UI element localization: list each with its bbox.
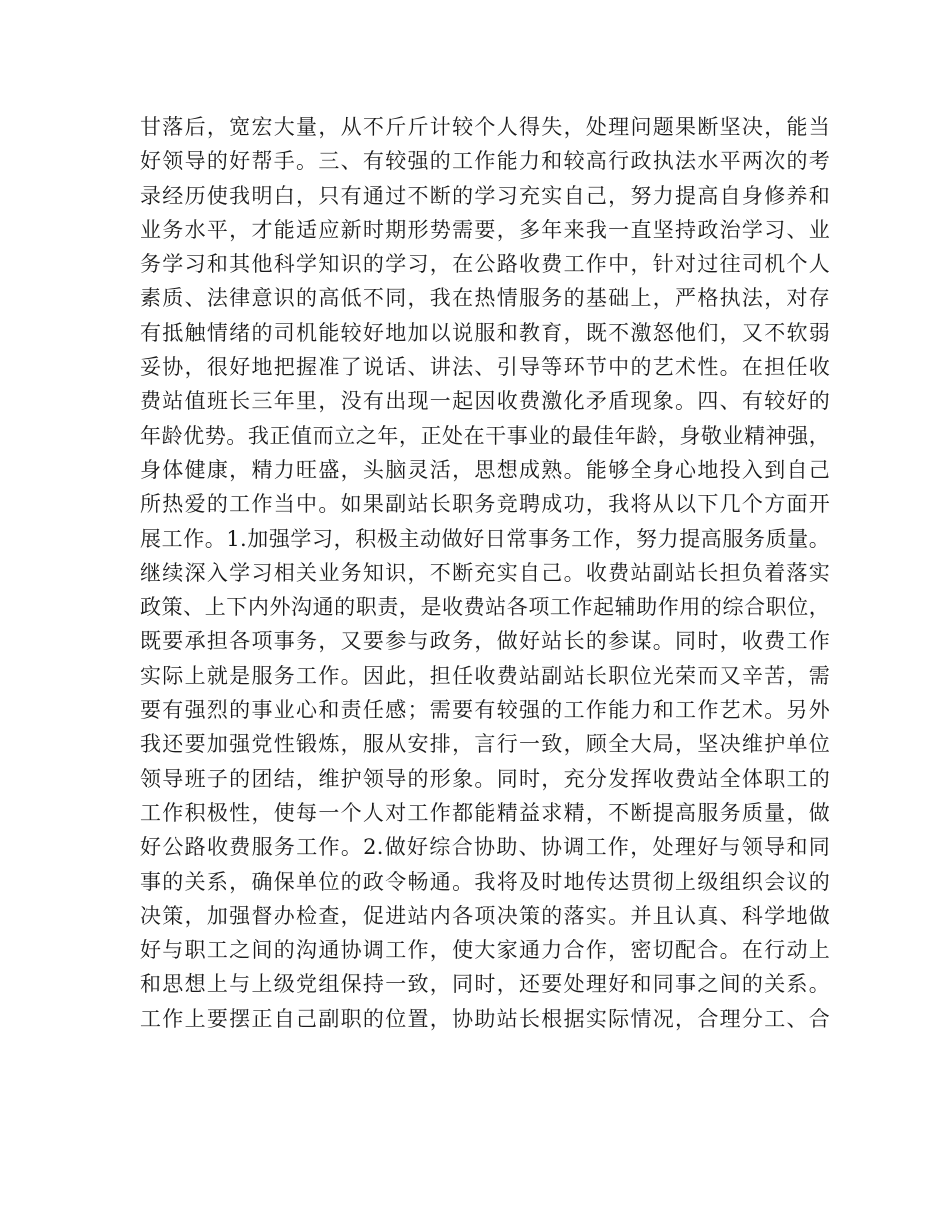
text-line: 甘落后，宽宏大量，从不斤斤计较个人得失，处理问题果断坚决，能当: [140, 115, 830, 139]
text-line: 和思想上与上级党组保持一致，同时，还要处理好和同事之间的关系。: [140, 972, 830, 997]
text-line: 继续深入学习相关业务知识，不断充实自己。收费站副站长担负着落实: [140, 560, 830, 585]
text-line: 我还要加强党性锻炼，服从安排，言行一致，顾全大局，坚决维护单位: [140, 732, 830, 757]
text-line: 妥协，很好地把握准了说话、讲法、引导等环节中的艺术性。在担任收: [140, 355, 830, 380]
text-line: 费站值班长三年里，没有出现一起因收费激化矛盾现象。四、有较好的: [140, 389, 830, 414]
text-line: 领导班子的团结，维护领导的形象。同时，充分发挥收费站全体职工的: [140, 766, 830, 791]
body-text: [140, 110, 830, 1036]
text-line: 实际上就是服务工作。因此，担任收费站副站长职位光荣而又辛苦，需: [140, 663, 830, 688]
text-line: 好公路收费服务工作。2.做好综合协助、协调工作，处理好与领导和同: [140, 835, 830, 860]
text-line: 要有强烈的事业心和责任感；需要有较强的工作能力和工作艺术。另外: [140, 698, 830, 723]
text-line: 工作积极性，使每一个人对工作都能精益求精，不断提高服务质量，做: [140, 800, 830, 825]
text-line: 政策、上下内外沟通的职责，是收费站各项工作起辅助作用的综合职位，: [140, 595, 830, 620]
text-line: 所热爱的工作当中。如果副站长职务竞聘成功，我将从以下几个方面开: [140, 492, 830, 517]
text-line: 务学习和其他科学知识的学习，在公路收费工作中，针对过往司机个人: [140, 252, 830, 277]
text-line: 好领导的好帮手。三、有较强的工作能力和较高行政执法水平两次的考: [140, 149, 830, 174]
text-line: 年龄优势。我正值而立之年，正处在干事业的最佳年龄，身敬业精神强，: [140, 423, 830, 448]
text-line: 有抵触情绪的司机能较好地加以说服和教育，既不激怒他们，又不软弱: [140, 320, 830, 345]
text-line: 录经历使我明白，只有通过不断的学习充实自己，努力提高自身修养和: [140, 183, 830, 208]
text-line: 素质、法律意识的高低不同，我在热情服务的基础上，严格执法，对存: [140, 286, 830, 311]
text-line: 既要承担各项事务，又要参与政务，做好站长的参谋。同时，收费工作: [140, 629, 830, 654]
text-line: 工作上要摆正自己副职的位置，协助站长根据实际情况，合理分工、合: [140, 1006, 830, 1031]
text-line: 身体健康，精力旺盛，头脑灵活，思想成熟。能够全身心地投入到自己: [140, 457, 830, 482]
text-line: 业务水平，才能适应新时期形势需要，多年来我一直坚持政治学习、业: [140, 217, 830, 242]
text-line: 展工作。1.加强学习，积极主动做好日常事务工作，努力提高服务质量。: [140, 526, 830, 551]
text-line: 事的关系，确保单位的政令畅通。我将及时地传达贯彻上级组织会议的: [140, 869, 830, 894]
text-line: 好与职工之间的沟通协调工作，使大家通力合作，密切配合。在行动上: [140, 938, 830, 963]
text-line: 决策，加强督办检查，促进站内各项决策的落实。并且认真、科学地做: [140, 903, 830, 928]
